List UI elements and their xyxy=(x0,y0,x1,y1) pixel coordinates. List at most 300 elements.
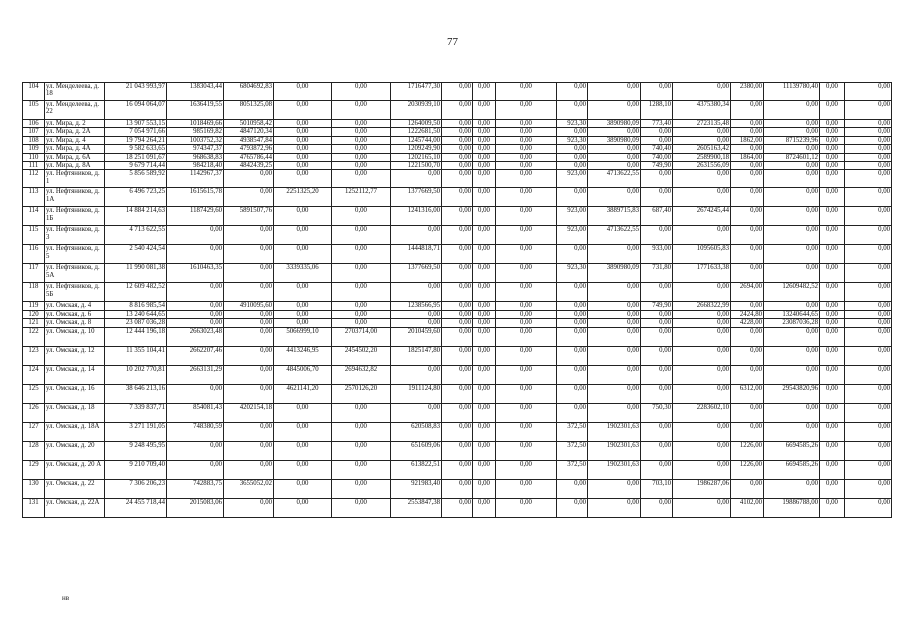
value-cell: 0,00 xyxy=(496,498,557,517)
value-cell: 740,00 xyxy=(641,153,673,161)
table-row xyxy=(23,170,892,188)
value-cell: 0,00 xyxy=(391,319,442,327)
value-cell: 24 455 718,44 xyxy=(105,498,167,517)
value-cell: 0,00 xyxy=(473,310,496,318)
value-cell: 0,00 xyxy=(442,153,473,161)
value-cell: 0,00 xyxy=(820,101,845,120)
value-cell: 3890980,09 xyxy=(588,136,641,144)
value-cell: 13 240 644,65 xyxy=(105,310,167,318)
value-cell: 0,00 xyxy=(224,441,274,460)
value-cell: 0,00 xyxy=(391,170,442,188)
table-row xyxy=(23,226,892,245)
value-cell: 0,00 xyxy=(496,162,557,170)
value-cell: 0,00 xyxy=(557,101,588,120)
value-cell: 0,00 xyxy=(820,188,845,207)
value-cell: 0,00 xyxy=(731,145,764,153)
address-cell: ул. Омская, д. 8 xyxy=(45,319,105,327)
table-row xyxy=(23,422,892,441)
data-table xyxy=(22,82,892,518)
value-cell: 0,00 xyxy=(845,101,892,120)
value-cell: 0,00 xyxy=(391,365,442,384)
value-cell: 1911124,80 xyxy=(391,384,442,403)
value-cell: 0,00 xyxy=(496,101,557,120)
value-cell: 2662207,46 xyxy=(167,346,224,365)
value-cell: 703,10 xyxy=(641,479,673,498)
value-cell: 0,00 xyxy=(167,226,224,245)
value-cell: 11139780,40 xyxy=(764,83,820,101)
value-cell: 0,00 xyxy=(332,283,391,302)
table-row xyxy=(23,479,892,498)
value-cell: 4938547,84 xyxy=(224,136,274,144)
value-cell: 0,00 xyxy=(473,120,496,128)
table-row xyxy=(23,384,892,403)
row-number-cell: 107 xyxy=(23,128,45,136)
value-cell: 0,00 xyxy=(588,319,641,327)
value-cell: 0,00 xyxy=(820,136,845,144)
value-cell: 0,00 xyxy=(731,226,764,245)
value-cell: 0,00 xyxy=(731,207,764,226)
value-cell: 0,00 xyxy=(673,460,731,479)
value-cell: 0,00 xyxy=(557,365,588,384)
value-cell: 0,00 xyxy=(473,245,496,264)
value-cell: 0,00 xyxy=(820,498,845,517)
value-cell: 0,00 xyxy=(673,498,731,517)
table-row xyxy=(23,101,892,120)
value-cell: 13 907 553,15 xyxy=(105,120,167,128)
value-cell: 0,00 xyxy=(496,384,557,403)
value-cell: 0,00 xyxy=(820,365,845,384)
value-cell: 0,00 xyxy=(764,120,820,128)
value-cell: 0,00 xyxy=(764,403,820,422)
row-number-cell: 105 xyxy=(23,101,45,120)
value-cell: 0,00 xyxy=(332,498,391,517)
table-row xyxy=(23,145,892,153)
value-cell: 0,00 xyxy=(442,128,473,136)
value-cell: 21 043 993,97 xyxy=(105,83,167,101)
value-cell: 0,00 xyxy=(224,188,274,207)
value-cell: 0,00 xyxy=(496,128,557,136)
value-cell: 0,00 xyxy=(274,226,332,245)
row-number-cell: 104 xyxy=(23,83,45,101)
value-cell: 854081,43 xyxy=(167,403,224,422)
address-cell: ул. Омская, д. 6 xyxy=(45,310,105,318)
value-cell: 18 251 091,67 xyxy=(105,153,167,161)
value-cell: 0,00 xyxy=(473,188,496,207)
value-cell: 1636419,55 xyxy=(167,101,224,120)
value-cell: 2 540 424,54 xyxy=(105,245,167,264)
value-cell: 0,00 xyxy=(588,498,641,517)
value-cell: 8715239,96 xyxy=(764,136,820,144)
address-cell: ул. Менделеева, д. 18 xyxy=(45,83,105,101)
value-cell: 748380,59 xyxy=(167,422,224,441)
value-cell: 4765786,44 xyxy=(224,153,274,161)
value-cell: 1238566,95 xyxy=(391,302,442,310)
table-row xyxy=(23,365,892,384)
value-cell: 4228,00 xyxy=(731,319,764,327)
value-cell: 2010459,60 xyxy=(391,327,442,346)
value-cell: 0,00 xyxy=(588,245,641,264)
value-cell: 0,00 xyxy=(442,120,473,128)
value-cell: 0,00 xyxy=(764,101,820,120)
address-cell: ул. Омская, д. 20 xyxy=(45,441,105,460)
value-cell: 0,00 xyxy=(224,264,274,283)
table-row xyxy=(23,120,892,128)
value-cell: 0,00 xyxy=(731,346,764,365)
value-cell: 0,00 xyxy=(557,128,588,136)
value-cell: 0,00 xyxy=(673,384,731,403)
value-cell: 7 339 837,71 xyxy=(105,403,167,422)
table-row xyxy=(23,83,892,101)
value-cell: 0,00 xyxy=(641,498,673,517)
value-cell: 1986287,06 xyxy=(673,479,731,498)
value-cell: 8724601,12 xyxy=(764,153,820,161)
value-cell: 1221500,70 xyxy=(391,162,442,170)
value-cell: 1610463,35 xyxy=(167,264,224,283)
value-cell: 0,00 xyxy=(764,226,820,245)
value-cell: 0,00 xyxy=(473,327,496,346)
value-cell: 0,00 xyxy=(332,319,391,327)
address-cell: ул. Мира, д. 2А xyxy=(45,128,105,136)
value-cell: 0,00 xyxy=(845,145,892,153)
value-cell: 0,00 xyxy=(224,319,274,327)
value-cell: 0,00 xyxy=(764,170,820,188)
table-row xyxy=(23,310,892,318)
value-cell: 6312,00 xyxy=(731,384,764,403)
value-cell: 0,00 xyxy=(764,188,820,207)
row-number-cell: 110 xyxy=(23,153,45,161)
value-cell: 0,00 xyxy=(442,245,473,264)
value-cell: 0,00 xyxy=(557,162,588,170)
value-cell: 0,00 xyxy=(731,128,764,136)
value-cell: 0,00 xyxy=(764,207,820,226)
value-cell: 0,00 xyxy=(332,207,391,226)
value-cell: 0,00 xyxy=(764,264,820,283)
address-cell: ул. Нефтяников, д. 1Б xyxy=(45,207,105,226)
value-cell: 0,00 xyxy=(673,226,731,245)
value-cell: 2668322,99 xyxy=(673,302,731,310)
value-cell: 0,00 xyxy=(731,365,764,384)
value-cell: 4413246,95 xyxy=(274,346,332,365)
value-cell: 0,00 xyxy=(473,83,496,101)
value-cell: 0,00 xyxy=(274,319,332,327)
address-cell: ул. Омская, д. 16 xyxy=(45,384,105,403)
value-cell: 0,00 xyxy=(588,128,641,136)
value-cell: 0,00 xyxy=(496,136,557,144)
value-cell: 2030939,10 xyxy=(391,101,442,120)
value-cell: 0,00 xyxy=(274,136,332,144)
row-number-cell: 120 xyxy=(23,310,45,318)
value-cell: 0,00 xyxy=(332,136,391,144)
value-cell: 4375380,34 xyxy=(673,101,731,120)
value-cell: 0,00 xyxy=(473,319,496,327)
value-cell: 0,00 xyxy=(845,346,892,365)
value-cell: 0,00 xyxy=(557,83,588,101)
value-cell: 0,00 xyxy=(820,384,845,403)
value-cell: 0,00 xyxy=(820,403,845,422)
value-cell: 0,00 xyxy=(473,346,496,365)
value-cell: 3 271 191,05 xyxy=(105,422,167,441)
value-cell: 0,00 xyxy=(473,403,496,422)
value-cell: 0,00 xyxy=(764,145,820,153)
value-cell: 0,00 xyxy=(224,310,274,318)
row-number-cell: 129 xyxy=(23,460,45,479)
row-number-cell: 121 xyxy=(23,319,45,327)
value-cell: 0,00 xyxy=(673,170,731,188)
value-cell: 731,80 xyxy=(641,264,673,283)
table-row xyxy=(23,283,892,302)
table-row xyxy=(23,162,892,170)
value-cell: 0,00 xyxy=(641,188,673,207)
row-number-cell: 119 xyxy=(23,302,45,310)
value-cell: 0,00 xyxy=(845,128,892,136)
value-cell: 2723135,48 xyxy=(673,120,731,128)
address-cell: ул. Мира, д. 2 xyxy=(45,120,105,128)
page-number: 77 xyxy=(447,36,458,48)
value-cell: 0,00 xyxy=(496,327,557,346)
row-number-cell: 106 xyxy=(23,120,45,128)
value-cell: 0,00 xyxy=(588,83,641,101)
value-cell: 372,50 xyxy=(557,422,588,441)
value-cell: 0,00 xyxy=(764,128,820,136)
value-cell: 11 355 104,41 xyxy=(105,346,167,365)
value-cell: 0,00 xyxy=(641,128,673,136)
value-cell: 1825147,80 xyxy=(391,346,442,365)
value-cell: 13240644,65 xyxy=(764,310,820,318)
value-cell: 0,00 xyxy=(673,83,731,101)
value-cell: 984218,40 xyxy=(167,162,224,170)
table-row xyxy=(23,153,892,161)
value-cell: 0,00 xyxy=(496,83,557,101)
value-cell: 0,00 xyxy=(274,120,332,128)
value-cell: 4910095,60 xyxy=(224,302,274,310)
value-cell: 4713622,55 xyxy=(588,226,641,245)
row-number-cell: 124 xyxy=(23,365,45,384)
value-cell: 0,00 xyxy=(496,346,557,365)
row-number-cell: 123 xyxy=(23,346,45,365)
row-number-cell: 130 xyxy=(23,479,45,498)
value-cell: 0,00 xyxy=(641,319,673,327)
value-cell: 0,00 xyxy=(332,422,391,441)
value-cell: 3890980,09 xyxy=(588,264,641,283)
value-cell: 2694,00 xyxy=(731,283,764,302)
value-cell: 5066999,10 xyxy=(274,327,332,346)
value-cell: 0,00 xyxy=(442,310,473,318)
value-cell: 0,00 xyxy=(442,346,473,365)
value-cell: 0,00 xyxy=(496,403,557,422)
value-cell: 0,00 xyxy=(764,365,820,384)
value-cell: 0,00 xyxy=(673,422,731,441)
value-cell: 0,00 xyxy=(731,101,764,120)
value-cell: 2631556,09 xyxy=(673,162,731,170)
value-cell: 7 054 971,66 xyxy=(105,128,167,136)
value-cell: 2605163,42 xyxy=(673,145,731,153)
value-cell: 0,00 xyxy=(845,283,892,302)
value-cell: 0,00 xyxy=(845,83,892,101)
table-row xyxy=(23,188,892,207)
value-cell: 1252112,77 xyxy=(332,188,391,207)
value-cell: 0,00 xyxy=(167,319,224,327)
value-cell: 0,00 xyxy=(274,283,332,302)
value-cell: 1383043,44 xyxy=(167,83,224,101)
value-cell: 1377669,50 xyxy=(391,188,442,207)
value-cell: 0,00 xyxy=(820,479,845,498)
value-cell: 0,00 xyxy=(820,145,845,153)
value-cell: 0,00 xyxy=(274,310,332,318)
value-cell: 8 816 985,54 xyxy=(105,302,167,310)
value-cell: 0,00 xyxy=(845,188,892,207)
value-cell: 0,00 xyxy=(557,384,588,403)
value-cell: 0,00 xyxy=(673,283,731,302)
row-number-cell: 109 xyxy=(23,145,45,153)
value-cell: 9 248 495,95 xyxy=(105,441,167,460)
value-cell: 0,00 xyxy=(274,162,332,170)
value-cell: 0,00 xyxy=(473,153,496,161)
value-cell: 0,00 xyxy=(820,83,845,101)
value-cell: 0,00 xyxy=(274,479,332,498)
value-cell: 0,00 xyxy=(332,162,391,170)
row-number-cell: 127 xyxy=(23,422,45,441)
row-number-cell: 122 xyxy=(23,327,45,346)
value-cell: 0,00 xyxy=(588,310,641,318)
value-cell: 0,00 xyxy=(391,283,442,302)
value-cell: 0,00 xyxy=(845,460,892,479)
address-cell: ул. Нефтяников, д. 1А xyxy=(45,188,105,207)
value-cell: 921983,40 xyxy=(391,479,442,498)
value-cell: 0,00 xyxy=(845,327,892,346)
value-cell: 687,40 xyxy=(641,207,673,226)
table-row xyxy=(23,441,892,460)
value-cell: 0,00 xyxy=(496,283,557,302)
value-cell: 3339335,06 xyxy=(274,264,332,283)
value-cell: 6804692,83 xyxy=(224,83,274,101)
address-cell: ул. Омская, д. 14 xyxy=(45,365,105,384)
value-cell: 0,00 xyxy=(641,365,673,384)
value-cell: 0,00 xyxy=(641,170,673,188)
table-row xyxy=(23,128,892,136)
value-cell: 0,00 xyxy=(332,479,391,498)
value-cell: 0,00 xyxy=(473,365,496,384)
value-cell: 23 087 036,28 xyxy=(105,319,167,327)
table-body xyxy=(23,83,892,518)
value-cell: 0,00 xyxy=(641,460,673,479)
value-cell: 7 306 206,23 xyxy=(105,479,167,498)
row-number-cell: 112 xyxy=(23,170,45,188)
value-cell: 4847120,34 xyxy=(224,128,274,136)
value-cell: 0,00 xyxy=(224,422,274,441)
value-cell: 0,00 xyxy=(224,327,274,346)
value-cell: 0,00 xyxy=(764,162,820,170)
value-cell: 749,90 xyxy=(641,162,673,170)
address-cell: ул. Омская, д. 22 xyxy=(45,479,105,498)
value-cell: 0,00 xyxy=(845,384,892,403)
value-cell: 0,00 xyxy=(673,319,731,327)
value-cell: 1377669,50 xyxy=(391,264,442,283)
value-cell: 0,00 xyxy=(557,145,588,153)
value-cell: 0,00 xyxy=(641,327,673,346)
value-cell: 974347,37 xyxy=(167,145,224,153)
value-cell: 0,00 xyxy=(845,422,892,441)
value-cell: 1864,00 xyxy=(731,153,764,161)
row-number-cell: 111 xyxy=(23,162,45,170)
value-cell: 968638,83 xyxy=(167,153,224,161)
value-cell: 0,00 xyxy=(442,479,473,498)
table-row xyxy=(23,346,892,365)
value-cell: 1003752,32 xyxy=(167,136,224,144)
address-cell: ул. Нефтяников, д. 5А xyxy=(45,264,105,283)
value-cell: 19886788,00 xyxy=(764,498,820,517)
value-cell: 0,00 xyxy=(332,145,391,153)
value-cell: 0,00 xyxy=(641,226,673,245)
value-cell: 0,00 xyxy=(820,226,845,245)
value-cell: 1187429,60 xyxy=(167,207,224,226)
value-cell: 4845006,70 xyxy=(274,365,332,384)
value-cell: 0,00 xyxy=(820,302,845,310)
value-cell: 0,00 xyxy=(641,83,673,101)
value-cell: 0,00 xyxy=(442,327,473,346)
value-cell: 12 609 482,52 xyxy=(105,283,167,302)
value-cell: 0,00 xyxy=(588,153,641,161)
value-cell: 8051325,08 xyxy=(224,101,274,120)
value-cell: 750,30 xyxy=(641,403,673,422)
value-cell: 0,00 xyxy=(473,162,496,170)
value-cell: 6 496 723,25 xyxy=(105,188,167,207)
value-cell: 0,00 xyxy=(496,264,557,283)
row-number-cell: 108 xyxy=(23,136,45,144)
value-cell: 0,00 xyxy=(845,162,892,170)
value-cell: 0,00 xyxy=(588,365,641,384)
value-cell: 0,00 xyxy=(442,460,473,479)
value-cell: 0,00 xyxy=(473,460,496,479)
row-number-cell: 116 xyxy=(23,245,45,264)
value-cell: 0,00 xyxy=(442,422,473,441)
value-cell: 0,00 xyxy=(167,302,224,310)
value-cell: 4102,00 xyxy=(731,498,764,517)
value-cell: 0,00 xyxy=(731,264,764,283)
value-cell: 0,00 xyxy=(731,422,764,441)
value-cell: 620508,83 xyxy=(391,422,442,441)
value-cell: 0,00 xyxy=(274,83,332,101)
value-cell: 0,00 xyxy=(588,145,641,153)
table-row xyxy=(23,136,892,144)
table-row xyxy=(23,327,892,346)
value-cell: 0,00 xyxy=(167,460,224,479)
value-cell: 0,00 xyxy=(224,170,274,188)
value-cell: 0,00 xyxy=(332,128,391,136)
value-cell: 0,00 xyxy=(274,403,332,422)
value-cell: 0,00 xyxy=(332,403,391,422)
value-cell: 0,00 xyxy=(473,207,496,226)
value-cell: 933,00 xyxy=(641,245,673,264)
value-cell: 0,00 xyxy=(496,422,557,441)
value-cell: 0,00 xyxy=(274,101,332,120)
address-cell: ул. Омская, д. 12 xyxy=(45,346,105,365)
value-cell: 0,00 xyxy=(641,310,673,318)
value-cell: 2703714,00 xyxy=(332,327,391,346)
value-cell: 5 856 589,92 xyxy=(105,170,167,188)
row-number-cell: 125 xyxy=(23,384,45,403)
value-cell: 0,00 xyxy=(332,101,391,120)
value-cell: 923,30 xyxy=(557,136,588,144)
value-cell: 0,00 xyxy=(496,479,557,498)
value-cell: 0,00 xyxy=(274,498,332,517)
row-number-cell: 113 xyxy=(23,188,45,207)
value-cell: 1716477,30 xyxy=(391,83,442,101)
value-cell: 0,00 xyxy=(473,145,496,153)
value-cell: 1095605,83 xyxy=(673,245,731,264)
value-cell: 6694585,26 xyxy=(764,441,820,460)
value-cell: 0,00 xyxy=(588,302,641,310)
value-cell: 1222681,50 xyxy=(391,128,442,136)
